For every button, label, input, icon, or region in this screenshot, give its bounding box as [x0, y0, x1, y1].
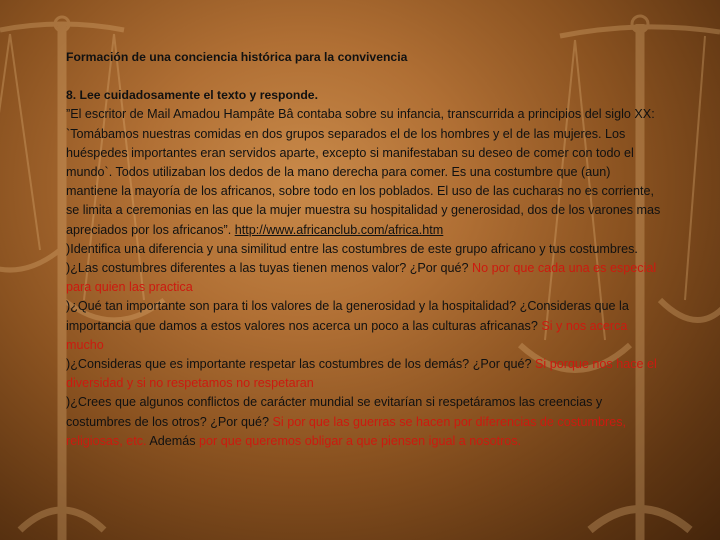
slide-content [66, 48, 662, 451]
question-text: )Identifica una diferencia y una similitud entre las costumbres de este grupo africano y tus costumbres. [66, 241, 638, 256]
question-item [66, 393, 662, 451]
question-heading: 8. Lee cuidadosamente el texto y responde. [66, 88, 318, 103]
extra-text: Además [149, 433, 200, 448]
answer-text: No por que cada una es especial para quien las practica [66, 261, 657, 295]
answer-text: Si y nos acerca mucho [66, 318, 628, 352]
question-item [66, 355, 662, 393]
question-text: )¿Qué tan importante son para ti los valores de la generosidad y la hospitalidad? ¿Consideras que la importancia que damos a estos valores nos acerca un poco a las culturas africanas? [66, 299, 629, 333]
quote-paragraph [66, 105, 662, 239]
quote-text: ”El escritor de Mail Amadou Hampâte Bâ contaba sobre su infancia, transcurrida a principios del siglo XX: `Tomábamos nuestras comidas en dos grupos separados el de los hombres y el de las mujeres. Los huéspedes importantes eran servidos aparte, excepto si manifestaban su deseo de comer con todo el mundo`. Todos utilizaban los dedos de la mano derecha para comer. Es una costumbre que (aun) mantiene la mayoría de los africanos, sobre todo en los poblados. El uso de las cucharas no es corriente, se limita a ceremonias en las que la mujer muestra su hospitalidad y generosidad, dos de los varones mas apreciados por los africanos”. [66, 107, 661, 237]
page-title: Formación de una conciencia histórica para la convivencia [66, 50, 408, 64]
answer-text: Si por que las guerras se hacen por diferencias de costumbres, religiosas, etc. [66, 414, 627, 448]
question-text: )¿Las costumbres diferentes a las tuyas tienen menos valor? ¿Por qué? [66, 261, 473, 276]
source-link[interactable]: http://www.africanclub.com/africa.htm [234, 222, 444, 237]
question-item [66, 259, 662, 297]
question-item [66, 240, 662, 259]
question-item [66, 297, 662, 355]
extra-answer-text: por que queremos obligar a que piensen igual a nosotros. [199, 433, 522, 448]
question-text: )¿Crees que algunos conflictos de carácter mundial se evitarían si respetáramos las creencias y costumbres de los otros? ¿Por qué? [66, 395, 603, 429]
question-text: )¿Consideras que es importante respetar las costumbres de los demás? ¿Por qué? [66, 357, 535, 372]
answer-text: Si porque nos hace el diversidad y si no respetamos no respetaran [66, 357, 657, 391]
